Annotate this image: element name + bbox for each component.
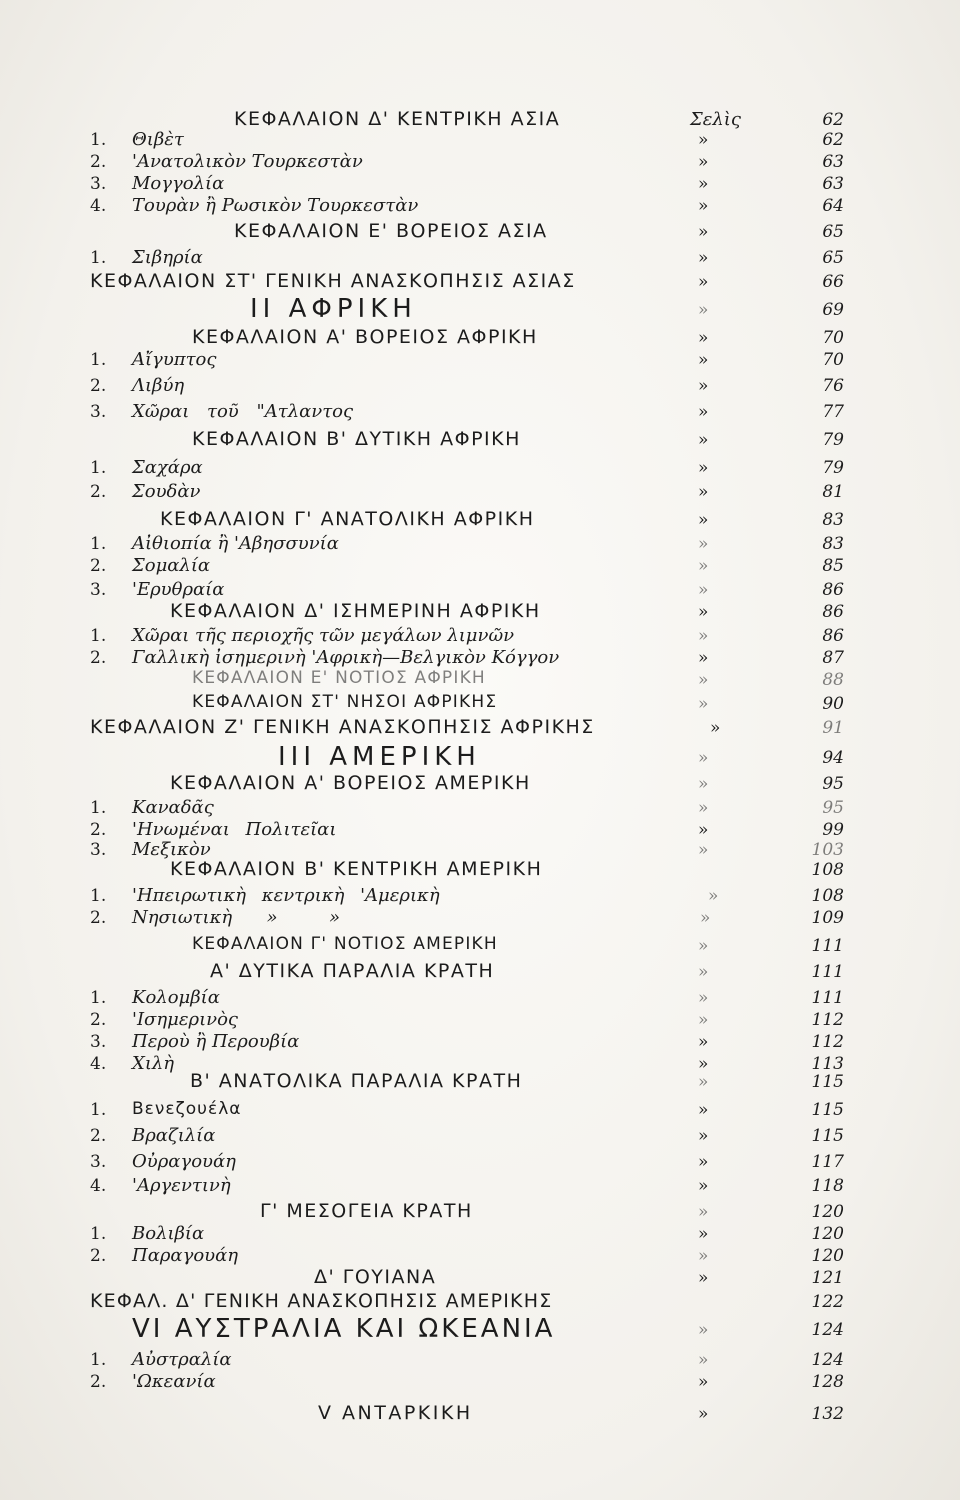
page-number: 120 [811, 1246, 844, 1266]
entry-number: 1. [90, 886, 107, 906]
page-number: 117 [811, 1152, 844, 1172]
entry-title: Βενεζουέλα [132, 1099, 242, 1119]
page-number: 63 [822, 152, 844, 172]
entry-title: 'Αργεντινὴ [132, 1175, 231, 1196]
ditto-mark: » [698, 1010, 709, 1030]
part-heading: II ΑΦΡΙΚΗ [250, 294, 417, 324]
page-number: 99 [822, 820, 844, 840]
toc-heading-row [0, 960, 960, 986]
entry-number: 3. [90, 840, 107, 860]
chapter-heading: ΚΕΦΑΛΑΙΟΝ Β' ΔΥΤΙΚΗ ΑΦΡΙΚΗ [192, 428, 521, 450]
entry-title: 'Ωκεανία [132, 1371, 216, 1392]
toc-heading-row [0, 858, 960, 884]
page-number: 64 [822, 196, 844, 216]
ditto-mark: » [698, 988, 709, 1008]
toc-part-row [0, 1314, 960, 1344]
entry-title: Κολομβία [132, 987, 220, 1008]
ditto-mark: » [698, 1320, 709, 1340]
chapter-heading: ΚΕΦΑΛΑΙΟΝ ΣΤ' ΓΕΝΙΚΗ ΑΝΑΣΚΟΠΗΣΙΣ ΑΣΙΑΣ [90, 270, 576, 292]
entry-number: 1. [90, 1224, 107, 1244]
chapter-heading: ΚΕΦΑΛΑΙΟΝ Δ' ΙΣΗΜΕΡΙΝΗ ΑΦΡΙΚΗ [170, 600, 541, 622]
ditto-mark: » [698, 1224, 709, 1244]
entry-title: Σουδὰν [132, 481, 201, 502]
page-number: 118 [811, 1176, 844, 1196]
ditto-mark: » [698, 748, 709, 768]
page-number: 111 [811, 936, 844, 956]
toc-entry-row [0, 246, 960, 272]
page-number: 79 [822, 430, 844, 450]
page-number: 86 [822, 602, 844, 622]
entry-number: 1. [90, 1100, 107, 1120]
ditto-mark: » [698, 556, 709, 576]
ditto-mark: » [698, 1054, 709, 1074]
toc-heading-row [0, 668, 960, 694]
ditto-mark: » [698, 402, 709, 422]
ditto-mark: » [698, 174, 709, 194]
entry-title: Λιβύη [132, 375, 185, 396]
entry-number: 2. [90, 648, 107, 668]
entry-number: 1. [90, 350, 107, 370]
entry-title: Σαχάρα [132, 457, 203, 478]
toc-heading-row [0, 220, 960, 246]
entry-number: 1. [90, 458, 107, 478]
toc-heading-row [0, 1070, 960, 1096]
ditto-mark: » [698, 130, 709, 150]
chapter-heading: ΚΕΦΑΛΑΙΟΝ Ε' ΒΟΡΕΙΟΣ ΑΣΙΑ [234, 220, 548, 242]
chapter-heading: ΚΕΦΑΛΑΙΟΝ Γ' ΑΝΑΤΟΛΙΚΗ ΑΦΡΙΚΗ [160, 508, 535, 530]
toc-heading-row [0, 934, 960, 960]
entry-title: Μεξικὸν [132, 839, 211, 860]
page-number: 69 [822, 300, 844, 320]
toc-part-row [0, 294, 960, 324]
ditto-mark: » [698, 1350, 709, 1370]
chapter-heading: ΚΕΦΑΛ. Δ' ΓΕΝΙΚΗ ΑΝΑΣΚΟΠΗΣΙΣ ΑΜΕΡΙΚΗΣ [90, 1290, 553, 1312]
entry-title: 'Ηπειρωτικὴ κεντρικὴ 'Αμερικὴ [132, 885, 440, 906]
ditto-mark: » [700, 908, 711, 928]
ditto-mark: » [698, 840, 709, 860]
ditto-mark: » [698, 962, 709, 982]
page-number: 103 [811, 840, 844, 860]
page-number: 85 [822, 556, 844, 576]
ditto-mark: » [698, 376, 709, 396]
entry-title: Αἴγυπτος [132, 349, 217, 370]
toc-heading-row [0, 716, 960, 742]
page-number: 111 [811, 962, 844, 982]
page-number: 111 [811, 988, 844, 1008]
toc-part-row [0, 742, 960, 772]
ditto-mark: » [710, 718, 721, 738]
entry-number: 4. [90, 196, 107, 216]
page-number: 120 [811, 1224, 844, 1244]
toc-heading-row [0, 1402, 960, 1428]
entry-number: 1. [90, 1350, 107, 1370]
toc-entry-row [0, 1150, 960, 1176]
entry-number: 3. [90, 174, 107, 194]
page-number: 113 [811, 1054, 844, 1074]
toc-heading-row [0, 270, 960, 296]
entry-number: 3. [90, 1152, 107, 1172]
page-number: 77 [822, 402, 844, 422]
entry-title: Σομαλία [132, 555, 211, 576]
page-number: 70 [822, 350, 844, 370]
entry-title: Μογγολία [132, 173, 225, 194]
toc-heading-row [0, 772, 960, 798]
chapter-heading: ΚΕΦΑΛΑΙΟΝ Ζ' ΓΕΝΙΚΗ ΑΝΑΣΚΟΠΗΣΙΣ ΑΦΡΙΚΗΣ [90, 716, 595, 738]
ditto-mark: » [698, 580, 709, 600]
ditto-mark: » [698, 774, 709, 794]
toc-heading-row [0, 508, 960, 534]
entry-title: Γαλλικὴ ἰσημερινὴ 'Αφρικὴ—Βελγικὸν Κόγγον [132, 647, 560, 668]
page-number: 120 [811, 1202, 844, 1222]
page-number: 108 [811, 886, 844, 906]
toc-entry-row [0, 194, 960, 220]
entry-number: 2. [90, 556, 107, 576]
page-number: 88 [822, 670, 844, 690]
toc-entry-row [0, 906, 960, 932]
entry-number: 1. [90, 798, 107, 818]
ditto-mark: » [698, 694, 709, 714]
entry-number: 1. [90, 988, 107, 1008]
entry-title: Τουρὰν ἢ Ρωσικὸν Τουρκεστὰν [132, 195, 419, 216]
ditto-mark: » [698, 820, 709, 840]
toc-entry-row [0, 1370, 960, 1396]
entry-title: Χῶραι τοῦ "Ατλαντος [132, 401, 354, 422]
entry-title: Οὐραγουάη [132, 1151, 236, 1172]
chapter-heading: ΚΕΦΑΛΑΙΟΝ Α' ΒΟΡΕΙΟΣ ΑΜΕΡΙΚΗ [170, 772, 531, 794]
ditto-mark: » [698, 152, 709, 172]
chapter-heading: ΚΕΦΑΛΑΙΟΝ Γ' ΝΟΤΙΟΣ ΑΜΕΡΙΚΗ [192, 934, 498, 954]
entry-number: 2. [90, 1126, 107, 1146]
page-number: 65 [822, 248, 844, 268]
page-number: 81 [822, 482, 844, 502]
toc-heading-row [0, 1290, 960, 1316]
entry-title: Σιβηρία [132, 247, 203, 268]
entry-number: 2. [90, 820, 107, 840]
entry-number: 2. [90, 152, 107, 172]
part-heading: III ΑΜΕΡΙΚΗ [278, 742, 481, 772]
page-number: 108 [811, 860, 844, 880]
ditto-mark: » [698, 1100, 709, 1120]
ditto-mark: » [698, 1126, 709, 1146]
toc-entry-row [0, 374, 960, 400]
page-number: 79 [822, 458, 844, 478]
page-number: 95 [822, 798, 844, 818]
ditto-mark: » [698, 196, 709, 216]
ditto-mark: » [698, 350, 709, 370]
ditto-mark: » [698, 482, 709, 502]
page-number: 91 [822, 718, 844, 738]
entry-title: Παραγουάη [132, 1245, 239, 1266]
ditto-mark: » [698, 222, 709, 242]
part-heading: VI ΑΥΣΤΡΑΛΙΑ ΚΑΙ ΩΚΕΑΝΙΑ [132, 1314, 556, 1344]
page-number: 62 [822, 110, 844, 130]
ditto-mark: » [698, 936, 709, 956]
ditto-mark: » [698, 1152, 709, 1172]
entry-title: Θιβὲτ [132, 129, 184, 150]
ditto-mark: » [698, 1202, 709, 1222]
toc-heading-row [0, 1266, 960, 1292]
entry-number: 4. [90, 1176, 107, 1196]
page-number: 109 [811, 908, 844, 928]
entry-number: 2. [90, 1010, 107, 1030]
entry-number: 1. [90, 626, 107, 646]
entry-title: 'Ισημερινὸς [132, 1009, 238, 1030]
page-number: 124 [811, 1350, 844, 1370]
entry-number: 1. [90, 248, 107, 268]
ditto-mark: » [698, 300, 709, 320]
page-number: 83 [822, 510, 844, 530]
chapter-heading: Α' ΔΥΤΙΚΑ ΠΑΡΑΛΙΑ ΚΡΑΤΗ [210, 960, 495, 982]
page-number: 128 [811, 1372, 844, 1392]
page-number: 132 [811, 1404, 844, 1424]
page-number: 94 [822, 748, 844, 768]
chapter-heading: Δ' ΓΟΥΙΑΝΑ [314, 1266, 437, 1288]
chapter-heading: Γ' ΜΕΣΟΓΕΙΑ ΚΡΑΤΗ [260, 1200, 473, 1222]
entry-number: 2. [90, 376, 107, 396]
chapter-heading: ΚΕΦΑΛΑΙΟΝ Ε' ΝΟΤΙΟΣ ΑΦΡΙΚΗ [192, 668, 486, 688]
entry-title: Νησιωτικὴ » » [132, 907, 341, 928]
selis-label: Σελὶς [690, 109, 741, 130]
page-number: 70 [822, 328, 844, 348]
toc-entry-row [0, 348, 960, 374]
toc-entry-row [0, 1098, 960, 1124]
chapter-heading: ΚΕΦΑΛΑΙΟΝ Β' ΚΕΝΤΡΙΚΗ ΑΜΕΡΙΚΗ [170, 858, 543, 880]
page-number: 112 [811, 1010, 844, 1030]
entry-number: 2. [90, 1372, 107, 1392]
page-number: 115 [811, 1126, 844, 1146]
ditto-mark: » [698, 534, 709, 554]
page-number: 95 [822, 774, 844, 794]
page-number: 76 [822, 376, 844, 396]
chapter-heading: V ΑΝΤΑΡΚΙΚΗ [318, 1402, 473, 1424]
page-number: 121 [811, 1268, 844, 1288]
ditto-mark: » [698, 602, 709, 622]
toc-entry-row [0, 1174, 960, 1200]
ditto-mark: » [698, 670, 709, 690]
toc-heading-row [0, 600, 960, 626]
page-number: 83 [822, 534, 844, 554]
page-number: 112 [811, 1032, 844, 1052]
ditto-mark: » [698, 272, 709, 292]
ditto-mark: » [708, 886, 719, 906]
toc-heading-row [0, 428, 960, 454]
ditto-mark: » [698, 1032, 709, 1052]
entry-number: 1. [90, 130, 107, 150]
toc-entry-row [0, 456, 960, 482]
entry-number: 3. [90, 580, 107, 600]
entry-title: 'Ανατολικὸν Τουρκεστὰν [132, 151, 363, 172]
page-number: 115 [811, 1100, 844, 1120]
page-number: 63 [822, 174, 844, 194]
ditto-mark: » [698, 1404, 709, 1424]
entry-title: Βολιβία [132, 1223, 205, 1244]
entry-title: Καναδᾶς [132, 797, 214, 818]
entry-title: Αὐστραλία [132, 1349, 232, 1370]
chapter-heading: ΚΕΦΑΛΑΙΟΝ Α' ΒΟΡΕΙΟΣ ΑΦΡΙΚΗ [192, 326, 538, 348]
entry-title: 'Ηνωμέναι Πολιτεῖαι [132, 819, 337, 840]
page-number: 122 [811, 1292, 844, 1312]
toc-entry-row [0, 480, 960, 506]
ditto-mark: » [698, 1176, 709, 1196]
page-number: 65 [822, 222, 844, 242]
entry-number: 3. [90, 402, 107, 422]
ditto-mark: » [698, 1072, 709, 1092]
entry-number: 2. [90, 482, 107, 502]
ditto-mark: » [698, 648, 709, 668]
chapter-heading: ΚΕΦΑΛΑΙΟΝ Δ' ΚΕΝΤΡΙΚΗ ΑΣΙΑ [234, 108, 561, 130]
entry-number: 1. [90, 534, 107, 554]
ditto-mark: » [698, 430, 709, 450]
entry-title: Αἰθιοπία ἢ 'Αβησσυνία [132, 533, 339, 554]
entry-number: 3. [90, 1032, 107, 1052]
ditto-mark: » [698, 1268, 709, 1288]
page-number: 86 [822, 580, 844, 600]
toc-entry-row [0, 554, 960, 580]
page-number: 115 [811, 1072, 844, 1092]
page-number: 90 [822, 694, 844, 714]
entry-title: Περοὺ ἢ Περουβία [132, 1031, 300, 1052]
toc-entry-row [0, 400, 960, 426]
entry-title: 'Ερυθραία [132, 579, 225, 600]
ditto-mark: » [698, 626, 709, 646]
page-number: 124 [811, 1320, 844, 1340]
entry-number: 2. [90, 908, 107, 928]
entry-title: Βραζιλία [132, 1125, 216, 1146]
entry-title: Χῶραι τῆς περιοχῆς τῶν μεγάλων λιμνῶν [132, 625, 515, 646]
page-number: 66 [822, 272, 844, 292]
chapter-heading: ΚΕΦΑΛΑΙΟΝ ΣΤ' ΝΗΣΟΙ ΑΦΡΙΚΗΣ [192, 692, 498, 712]
toc-heading-row [0, 692, 960, 718]
toc-entry-row [0, 1124, 960, 1150]
chapter-heading: Β' ΑΝΑΤΟΛΙΚΑ ΠΑΡΑΛΙΑ ΚΡΑΤΗ [190, 1070, 523, 1092]
entry-title: Χιλὴ [132, 1053, 175, 1074]
ditto-mark: » [698, 248, 709, 268]
ditto-mark: » [698, 510, 709, 530]
ditto-mark: » [698, 328, 709, 348]
ditto-mark: » [698, 798, 709, 818]
ditto-mark: » [698, 1372, 709, 1392]
ditto-mark: » [698, 458, 709, 478]
entry-number: 2. [90, 1246, 107, 1266]
page-number: 62 [822, 130, 844, 150]
page-number: 86 [822, 626, 844, 646]
page-number: 87 [822, 648, 844, 668]
ditto-mark: » [698, 1246, 709, 1266]
entry-number: 4. [90, 1054, 107, 1074]
